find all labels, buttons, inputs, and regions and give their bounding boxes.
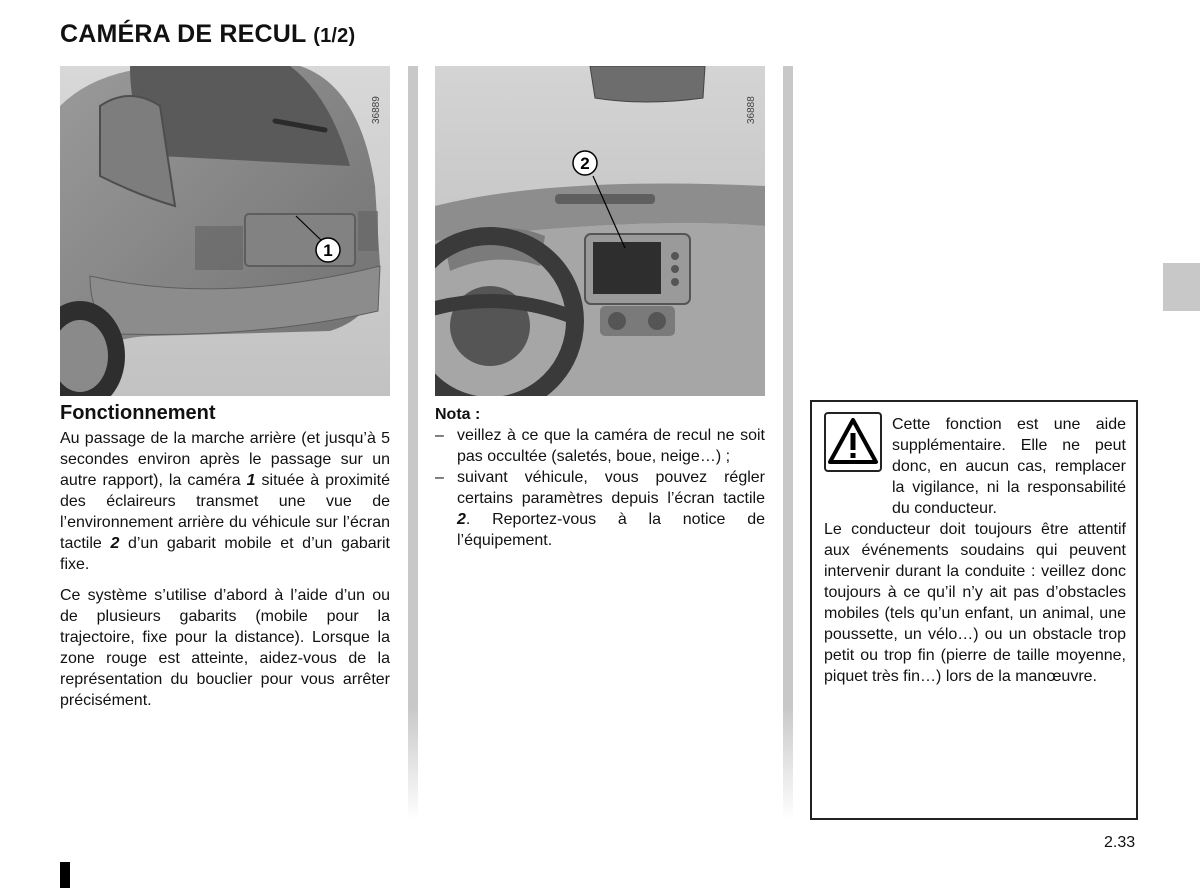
paragraph-operation-part-b: située à proximité des éclaireurs transmet une vue de l’environnement arrière du véhicule sur l’écran tactile bbox=[60, 472, 390, 552]
rear-car-illustration bbox=[60, 66, 390, 396]
nota-list bbox=[435, 425, 765, 551]
page-title-text: CAMÉRA DE RECUL bbox=[60, 20, 307, 48]
nota-title: Nota : bbox=[435, 406, 481, 423]
page-number: 2.33 bbox=[1104, 834, 1136, 851]
paragraph-operation-part-a: Au passage de la marche arrière (et jusqu’à 5 secondes environ après le passage sur un autre rapport), la caméra bbox=[60, 430, 390, 489]
chapter-tab bbox=[1163, 263, 1200, 311]
dashboard-illustration bbox=[435, 66, 765, 396]
ref-number-1: 1 bbox=[246, 472, 256, 489]
nota-item-1: – veillez à ce que la caméra de recul ne soit pas occultée (saletés, boue, neige…) ; bbox=[435, 425, 765, 467]
paragraph-operation-part-c: d’un gabarit mobile et d’un gabarit fixe. bbox=[60, 535, 390, 573]
print-mark bbox=[60, 862, 70, 888]
section-heading: Fonctionnement bbox=[60, 402, 216, 424]
warning-paragraph-2: Le conducteur doit toujours être attentif aux événements soudains qui peuvent intervenir durant la conduite : veillez donc toujours à ce qu’il n’y ait pas d’obstacles mobiles (tels qu’un enfant, un animal, une poussette, un vélo…) ou un obstacle trop petit ou trop fin (pierre de taille moyenne, piquet très fin…) lors de la manœuvre. bbox=[824, 521, 1126, 685]
warning-paragraph-1: Cette fonction est une aide supplémentaire. Elle ne peut donc, en aucun cas, remplacer la vigilance, ni la responsabilité du conducteur. bbox=[892, 416, 1126, 517]
figure-ref-dashboard: 36888 bbox=[746, 96, 757, 124]
ref-number-2: 2 bbox=[110, 535, 120, 552]
figure-ref-rear: 36889 bbox=[371, 96, 382, 124]
nota-item-2-part-a: suivant véhicule, vous pouvez régler certains paramètres depuis l’écran tactile bbox=[457, 469, 765, 507]
callout-1: 1 bbox=[323, 241, 333, 260]
warning-text bbox=[824, 414, 1126, 687]
column-divider-right bbox=[783, 66, 793, 820]
callout-2: 2 bbox=[580, 154, 590, 173]
page-title bbox=[60, 20, 355, 49]
page-title-suffix: (1/2) bbox=[313, 25, 356, 47]
dashboard-figure bbox=[435, 66, 765, 396]
column-divider-left bbox=[408, 66, 418, 820]
left-column-text bbox=[60, 428, 390, 721]
nota-item-2 bbox=[435, 467, 765, 551]
ref-number-2-nota: 2 bbox=[457, 511, 466, 528]
nota-item-2-part-b: . Reportez-vous à la notice de l’équipement. bbox=[457, 511, 765, 549]
middle-column-text bbox=[435, 404, 765, 551]
rear-camera-figure bbox=[60, 66, 390, 396]
paragraph-operation bbox=[60, 428, 390, 575]
warning-box bbox=[810, 400, 1138, 820]
paragraph-usage: Ce système s’utilise d’abord à l’aide d’un ou de plusieurs gabarits (mobile pour la trajectoire, fixe pour la distance). Lorsque la zone rouge est atteinte, aidez-vous de la représentation du bouclier pour vous arrêter précisément. bbox=[60, 587, 390, 709]
